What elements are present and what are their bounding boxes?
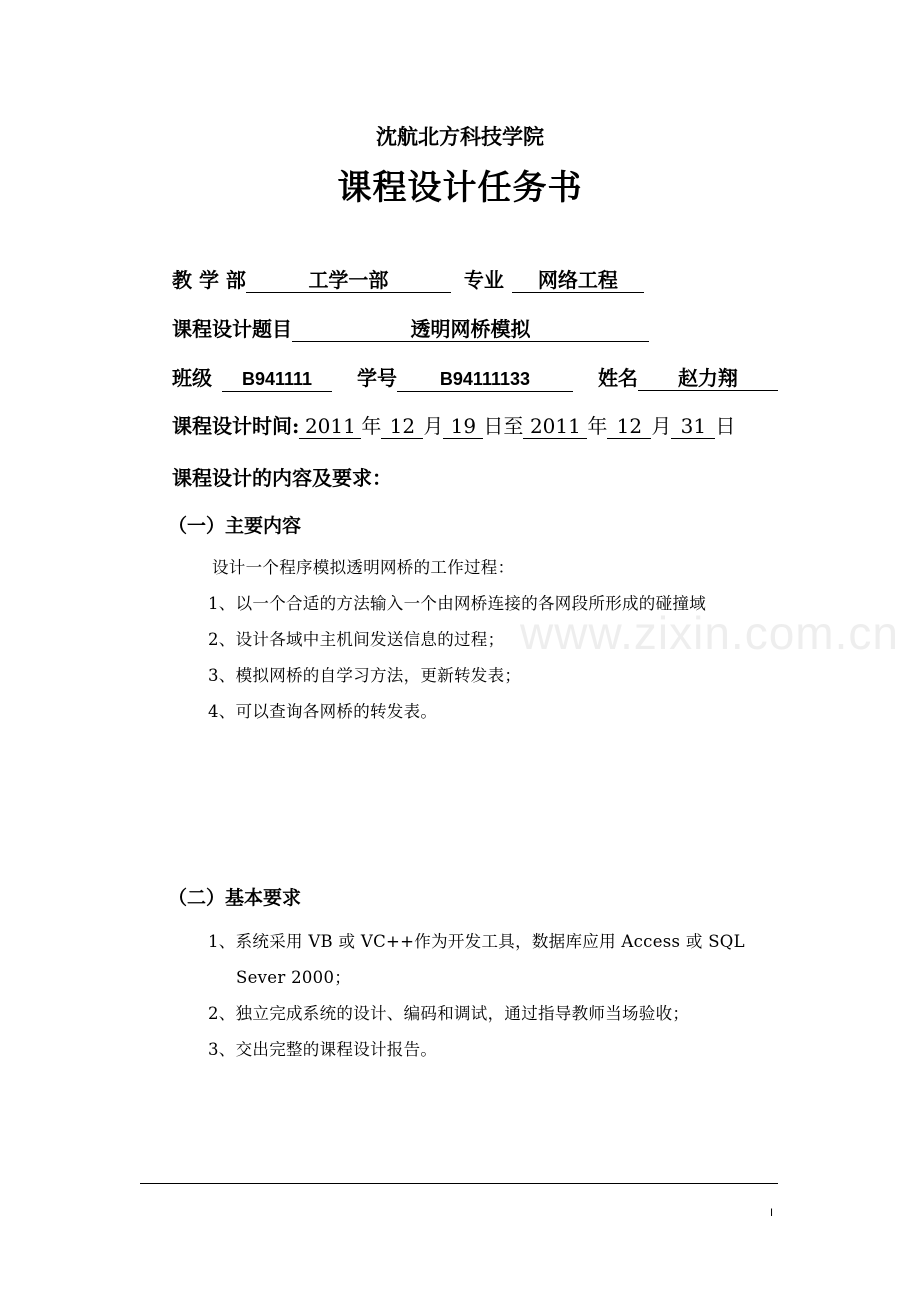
main-content-item: 2、设计各域中主机间发送信息的过程；: [208, 630, 505, 649]
class-value: B941111: [222, 367, 332, 392]
start-day: 19: [443, 414, 483, 439]
end-day: 31: [671, 414, 715, 439]
main-content-item: 3、模拟网桥的自学习方法，更新转发表；: [208, 666, 522, 685]
main-content-item: 1、以一个合适的方法输入一个由网桥连接的各网段所形成的碰撞域: [208, 594, 706, 613]
year-char-1: 年: [361, 414, 382, 438]
requirement-item: 3、交出完整的课程设计报告。: [208, 1040, 438, 1059]
day-to: 日至: [483, 414, 524, 438]
topic-row: [172, 317, 649, 342]
watermark: www.zixin.com.cn: [520, 607, 899, 659]
time-row: [172, 414, 735, 439]
name-value: 赵力翔: [638, 366, 778, 391]
name-label: 姓名: [597, 366, 638, 390]
requirement-item: 2、独立完成系统的设计、编码和调试，通过指导教师当场验收；: [208, 1004, 690, 1023]
student-id-label: 学号: [356, 366, 397, 390]
department-value: 工学一部: [246, 268, 451, 293]
student-row: [172, 366, 778, 392]
major-label: 专业: [463, 268, 504, 292]
year-char-2: 年: [587, 414, 608, 438]
day-char: 日: [715, 414, 736, 438]
department-row: [172, 268, 644, 293]
footer-divider: [140, 1183, 778, 1184]
document-title: 课程设计任务书: [337, 168, 583, 208]
content-heading: 课程设计的内容及要求：: [172, 466, 392, 490]
department-label: 教 学 部: [172, 268, 246, 292]
class-label: 班级: [172, 366, 212, 390]
month-char-2: 月: [651, 414, 672, 438]
month-char-1: 月: [423, 414, 444, 438]
page-number: I: [770, 1207, 774, 1219]
start-month: 12: [381, 414, 423, 439]
main-content-item: 4、可以查询各网桥的转发表。: [208, 702, 438, 721]
topic-value: 透明网桥模拟: [292, 317, 649, 342]
end-year: 2011: [523, 414, 587, 439]
end-month: 12: [607, 414, 651, 439]
main-content-heading: （一）主要内容: [168, 515, 302, 537]
school-name: 沈航北方科技学院: [376, 124, 544, 149]
requirement-item-continuation: Sever 2000；: [236, 968, 352, 987]
topic-label: 课程设计题目: [172, 317, 292, 341]
requirement-item: 1、系统采用 VB 或 VC++作为开发工具，数据库应用 Access 或 SQL: [208, 932, 745, 951]
student-id-value: B94111133: [397, 367, 573, 392]
start-year: 2011: [299, 414, 361, 439]
time-label: 课程设计时间:: [172, 414, 300, 438]
major-value: 网络工程: [512, 268, 644, 293]
requirements-heading: （二）基本要求: [168, 887, 302, 909]
main-content-intro: 设计一个程序模拟透明网桥的工作过程：: [212, 558, 515, 577]
